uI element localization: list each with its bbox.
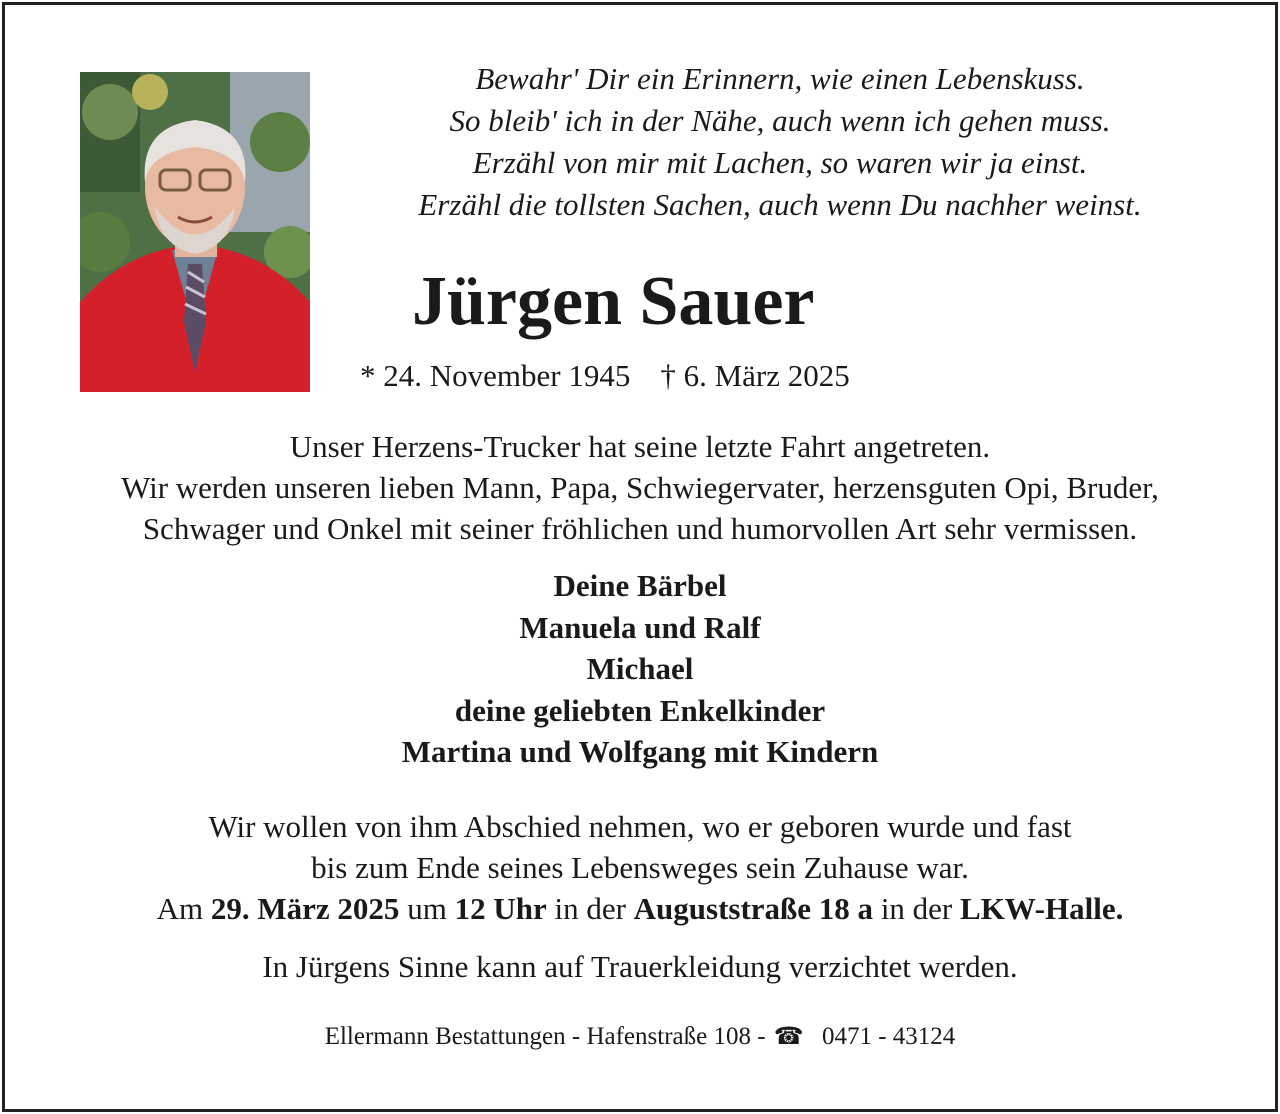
life-dates xyxy=(360,356,850,396)
birth-date: * 24. November 1945 xyxy=(360,358,631,393)
poem-line: Erzähl die tollsten Sachen, auch wenn Du nachher weinst. xyxy=(418,187,1142,222)
ceremony-text: in der xyxy=(873,891,961,926)
poem xyxy=(330,58,1230,226)
poem-line: Bewahr' Dir ein Erinnern, wie einen Lebenskuss. xyxy=(475,61,1085,96)
ceremony-text: um xyxy=(399,891,455,926)
ceremony-details xyxy=(0,888,1280,929)
ceremony-address: Auguststraße 18 a xyxy=(633,891,874,926)
family-member: Martina und Wolfgang mit Kindern xyxy=(401,734,879,769)
poem-line: So bleib' ich in der Nähe, auch wenn ich gehen muss. xyxy=(449,103,1111,138)
farewell-line: Wir wollen von ihm Abschied nehmen, wo er geboren wurde und fast xyxy=(208,809,1072,844)
intro-line: Unser Herzens-Trucker hat seine letzte Fahrt angetreten. xyxy=(289,429,991,464)
ceremony-time: 12 Uhr xyxy=(454,891,547,926)
death-date: † 6. März 2025 xyxy=(660,358,850,393)
family-member: Deine Bärbel xyxy=(553,568,727,603)
ceremony-venue: LKW-Halle. xyxy=(960,891,1124,926)
family-member: Manuela und Ralf xyxy=(519,609,761,645)
poem-line: Erzähl von mir mit Lachen, so waren wir ja einst. xyxy=(472,145,1088,180)
family-signatures xyxy=(0,565,1280,773)
ceremony-text: Am xyxy=(156,891,211,926)
intro-line: Schwager und Onkel mit seiner fröhlichen und humorvollen Art sehr vermissen. xyxy=(142,511,1138,546)
funeral-home-phone: 0471 - 43124 xyxy=(821,1023,956,1050)
intro-text xyxy=(0,426,1280,549)
family-member: Michael xyxy=(586,651,694,686)
deceased-name: Jürgen Sauer xyxy=(412,263,815,340)
funeral-home-footer xyxy=(0,1021,1280,1053)
ceremony-date: 29. März 2025 xyxy=(210,891,400,926)
farewell-text xyxy=(0,806,1280,929)
family-member: deine geliebten Enkelkinder xyxy=(454,692,826,728)
portrait-photo xyxy=(80,72,310,392)
farewell-line: bis zum Ende seines Lebensweges sein Zuhause war. xyxy=(311,850,969,885)
ceremony-text: in der xyxy=(546,891,634,926)
funeral-home-name: Ellermann Bestattungen - Hafenstraße 108 - xyxy=(324,1023,766,1050)
phone-icon: ☎ xyxy=(773,1024,804,1050)
intro-line: Wir werden unseren lieben Mann, Papa, Schwiegervater, herzensguten Opi, Bruder, xyxy=(121,470,1159,505)
dress-code-note: In Jürgens Sinne kann auf Trauerkleidung verzichtet werden. xyxy=(262,949,1018,984)
